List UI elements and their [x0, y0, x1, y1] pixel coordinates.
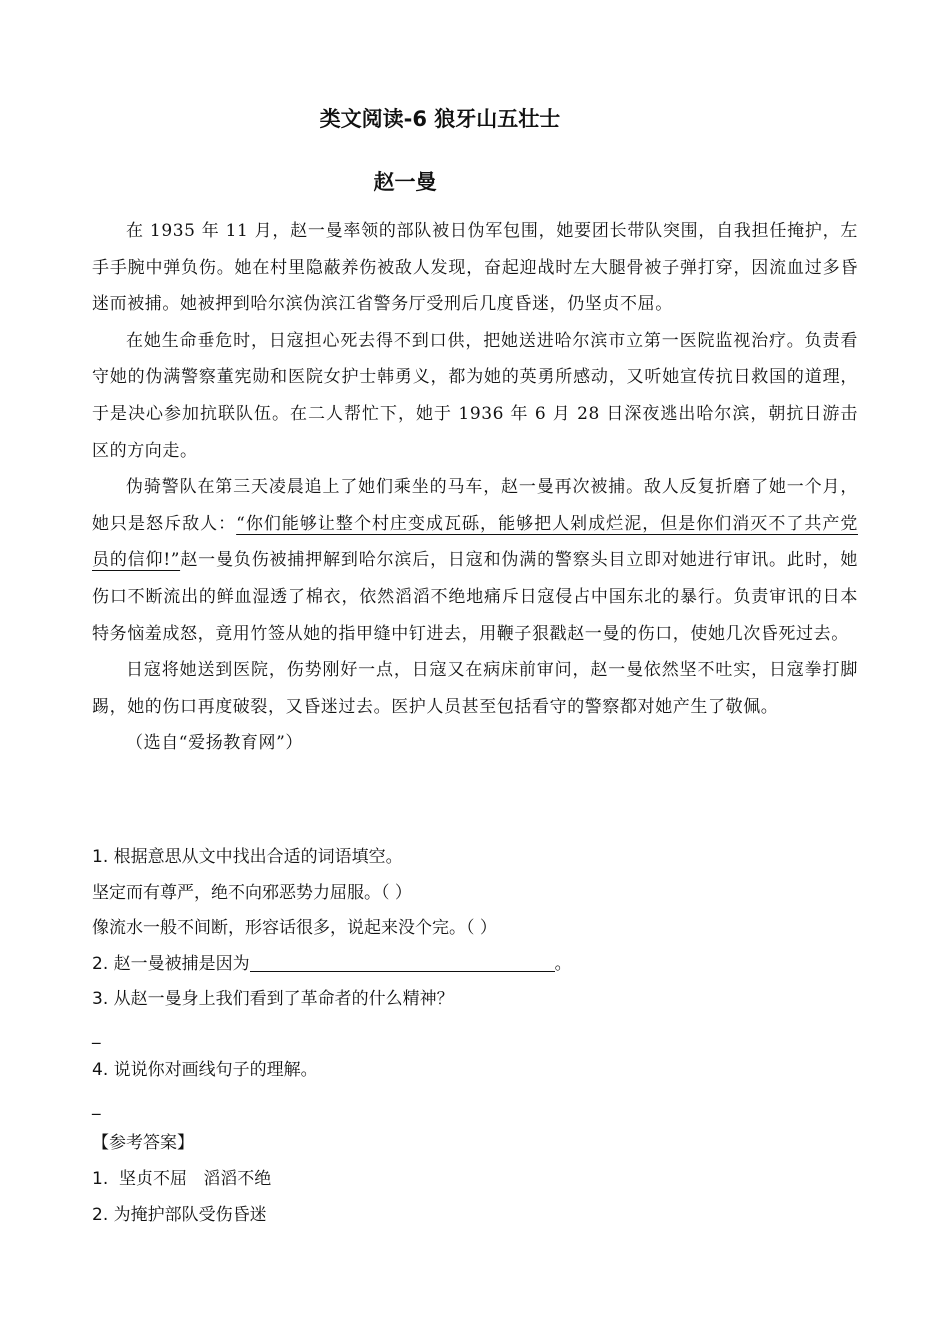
underlined-sentence: “你们能够让整个村庄变成瓦砾，能够把人剁成烂泥，但是你们消灭不了共产党员的信仰!” — [92, 513, 858, 571]
question-3: 3. 从赵一曼身上我们看到了革命者的什么精神？ — [92, 989, 454, 1009]
source-note: （选自“爱扬教育网”） — [126, 733, 303, 754]
answer-blank[interactable] — [250, 951, 555, 972]
answer-1: 1. 坚贞不屈 滔滔不绝 — [92, 1169, 272, 1189]
answers-heading: 【参考答案】 — [92, 1133, 194, 1153]
answer-line-3: _ — [92, 1024, 101, 1045]
question-2-suffix: 。 — [554, 953, 572, 974]
question-1: 1. 根据意思从文中找出合适的词语填空。 — [92, 847, 403, 867]
paragraph-4: 日寇将她送到医院，伤势刚好一点，日寇又在病床前审问，赵一曼依然坚不吐实，日寇拳打脚踢，她的伤口再度破裂，又昏迷过去。医护人员甚至包括看守的警察都对她产生了敬佩。 — [92, 660, 858, 717]
question-1-item-a: 坚定而有尊严，绝不向邪恶势力屈服。（ ） — [92, 882, 412, 903]
question-2-prefix: 2. 赵一曼被捕是因为 — [92, 953, 250, 974]
answers-section — [92, 1125, 858, 1233]
paragraph-3 — [92, 469, 858, 652]
article-author: 赵一曼 — [373, 170, 437, 194]
paragraph-3-before: 伪骑警队在第三天凌晨追上了她们乘坐的马车，赵一曼再次被捕。敌人反复折磨了她一个月，她只是怒斥敌人： — [92, 477, 858, 534]
answer-line-4: _ — [92, 1095, 101, 1116]
article-body — [92, 213, 858, 762]
document-title: 类文阅读-6 狼牙山五壮士 — [319, 107, 561, 131]
answer-2: 2. 为掩护部队受伤昏迷 — [92, 1205, 267, 1225]
paragraph-3-after: 赵一曼负伤被捕押解到哈尔滨后，日寇和伪满的警察头目立即对她进行审讯。此时，她伤口不断流出的鲜血湿透了棉衣，依然滔滔不绝地痛斥日寇侵占中国东北的暴行。负责审讯的日本特务恼羞成怒，竟用竹签从她的指甲缝中钉进去，用鞭子狠戳赵一曼的伤口，使她几次昏死过去。 — [92, 550, 858, 644]
question-4: 4. 说说你对画线句子的理解。 — [92, 1060, 318, 1080]
question-1-item-b: 像流水一般不间断，形容话很多，说起来没个完。（ ） — [92, 918, 497, 938]
paragraph-1: 在 1935 年 11 月，赵一曼率领的部队被日伪军包围，她要团长带队突围，自我担任掩护，左手手腕中弹负伤。她在村里隐蔽养伤被敌人发现，奋起迎战时左大腿骨被子弹打穿，因流血过多昏迷而被捕。她被押到哈尔滨伪滨江省警务厅受刑后几度昏迷，仍坚贞不屈。 — [92, 221, 858, 315]
questions-section — [92, 840, 858, 1124]
question-2 — [92, 947, 858, 983]
paragraph-2: 在她生命垂危时，日寇担心死去得不到口供，把她送进哈尔滨市立第一医院监视治疗。负责看守她的伪满警察董宪勋和医院女护士韩勇义，都为她的英勇所感动，又听她宣传抗日救国的道理，于是决心参加抗联队伍。在二人帮忙下，她于 1936 年 6 月 28 日深夜逃出哈尔滨，朝抗日游击区的方向走。 — [92, 330, 858, 461]
